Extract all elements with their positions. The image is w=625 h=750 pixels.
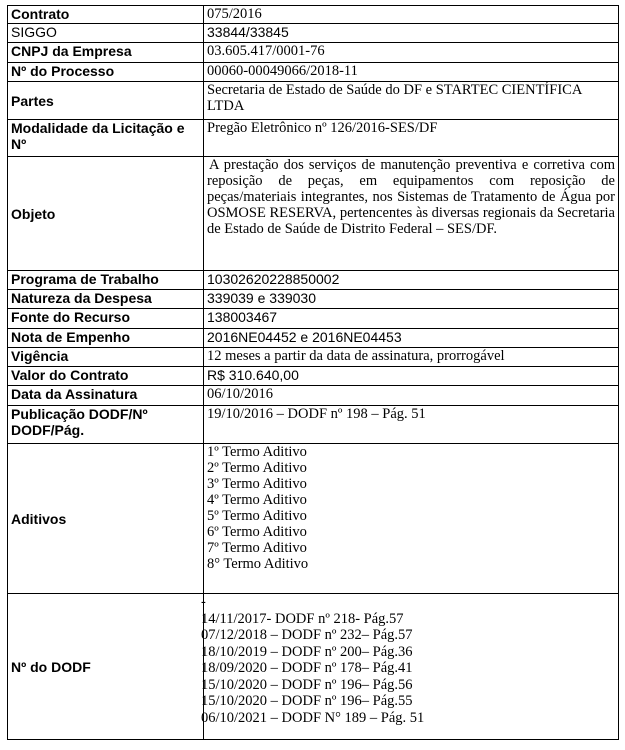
table-row	[8, 43, 619, 63]
aditivo-item: 6º Termo Aditivo	[207, 524, 307, 540]
aditivo-item: 1º Termo Aditivo	[207, 444, 307, 460]
dodf-item: 15/10/2020 – DODF nº 196– Pág.56	[201, 676, 413, 693]
row-value-modalidade: Pregão Eletrônico nº 126/2016-SES/DF	[204, 120, 619, 157]
row-value-publicacao: 19/10/2016 – DODF nº 198 – Pág. 51	[204, 406, 619, 444]
row-label-cnpj: CNPJ da Empresa	[8, 43, 204, 63]
row-value-assinatura: 06/10/2016	[204, 386, 619, 406]
dodf-item: 18/10/2019 – DODF nº 200– Pág.36	[201, 643, 413, 660]
row-label-valor: Valor do Contrato	[8, 367, 204, 386]
row-label-assinatura: Data da Assinatura	[8, 386, 204, 406]
table-row	[8, 63, 619, 82]
row-value-empenho: 2016NE04452 e 2016NE04453	[204, 329, 619, 348]
row-value-natureza: 339039 e 339030	[204, 290, 619, 309]
table-row	[8, 6, 619, 24]
row-label-modalidade: Modalidade da Licitação e Nº	[8, 120, 204, 157]
row-label-processo: Nº do Processo	[8, 63, 204, 82]
row-label-partes: Partes	[8, 82, 204, 120]
row-value-aditivos	[204, 444, 619, 594]
row-value-contrato: 075/2016	[204, 6, 619, 24]
row-label-vigencia: Vigência	[8, 348, 204, 367]
table-row	[8, 309, 619, 329]
row-value-processo: 00060-00049066/2018-11	[204, 63, 619, 82]
aditivo-item: 7º Termo Aditivo	[207, 540, 307, 556]
row-label-natureza: Natureza da Despesa	[8, 290, 204, 309]
aditivo-item: 3º Termo Aditivo	[207, 476, 307, 492]
dodf-item: 18/09/2020 – DODF nº 178– Pág.41	[201, 660, 413, 676]
table-row	[8, 82, 619, 120]
row-value-dodf	[201, 594, 619, 740]
table-row	[8, 367, 619, 386]
row-label-siggo: SIGGO	[8, 24, 204, 43]
contract-summary-table	[7, 5, 619, 740]
table-row	[8, 24, 619, 43]
row-value-vigencia: 12 meses a partir da data de assinatura, prorrogável	[204, 348, 619, 367]
row-label-dodf: Nº do DODF	[8, 594, 204, 740]
row-label-objeto: Objeto	[8, 157, 204, 271]
row-value-fonte: 138003467	[204, 309, 619, 329]
aditivo-item: 5º Termo Aditivo	[207, 508, 307, 524]
table-row	[8, 120, 619, 157]
aditivo-item: 4º Termo Aditivo	[207, 492, 307, 508]
dodf-list	[201, 594, 615, 726]
row-value-objeto: A prestação dos serviços de manutenção preventiva e corretiva com reposição de peças, em equipamentos com reposição de peças/materiais integrantes, nos Sistemas de Tratamento de Água por OSMOSE RESERVA, pertencentes às diversas regionais da Secretaria de Estado de Saúde de Distrito Federal – SES/DF.	[204, 157, 619, 271]
row-value-programa: 10302620228850002	[204, 271, 619, 290]
row-value-siggo: 33844/33845	[204, 24, 619, 43]
table-row	[8, 594, 619, 740]
dodf-item: 07/12/2018 – DODF nº 232– Pág.57	[201, 627, 413, 643]
table-row	[8, 271, 619, 290]
table-row	[8, 406, 619, 444]
row-label-empenho: Nota de Empenho	[8, 329, 204, 348]
row-value-partes: Secretaria de Estado de Saúde do DF e STARTEC CIENTÍFICA LTDA	[204, 82, 619, 120]
aditivo-item: 2º Termo Aditivo	[207, 460, 307, 476]
row-label-publicacao: Publicação DODF/Nº DODF/Pág.	[8, 406, 204, 444]
table-row	[8, 290, 619, 309]
dodf-item: 15/10/2020 – DODF nº 196– Pág.55	[201, 693, 413, 709]
table-row	[8, 348, 619, 367]
row-value-cnpj: 03.605.417/0001-76	[204, 43, 619, 63]
row-label-programa: Programa de Trabalho	[8, 271, 204, 290]
row-label-contrato: Contrato	[8, 6, 204, 24]
table-row	[8, 444, 619, 594]
dodf-item: -	[201, 594, 206, 610]
table-row	[8, 386, 619, 406]
row-label-aditivos: Aditivos	[8, 444, 204, 594]
table-row	[8, 157, 619, 271]
row-value-valor: R$ 310.640,00	[204, 367, 619, 386]
row-label-fonte: Fonte do Recurso	[8, 309, 204, 329]
dodf-item: 14/11/2017- DODF nº 218- Pág.57	[201, 610, 404, 627]
table-row	[8, 329, 619, 348]
aditivo-item: 8° Termo Aditivo	[207, 556, 309, 572]
dodf-item: 06/10/2021 – DODF N° 189 – Pág. 51	[201, 709, 425, 726]
